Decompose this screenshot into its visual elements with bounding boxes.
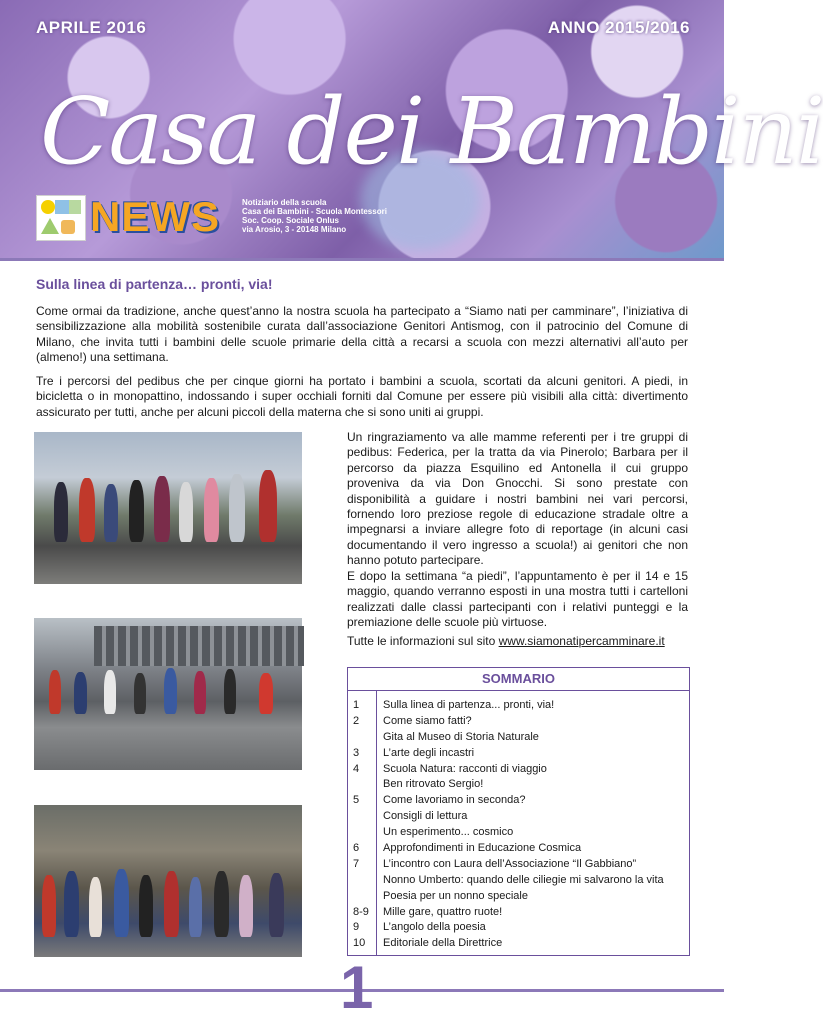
toc-row xyxy=(348,698,689,714)
toc-row xyxy=(348,809,689,825)
toc-entry: Nonno Umberto: quando delle ciliegie mi salvarono la vita xyxy=(383,873,664,886)
child-figure xyxy=(189,877,202,937)
article-paragraph: Un ringraziamento va alle mamme referenti per i tre gruppi di pedibus: Federica, per la tratta da via Pinerolo; Barbara per il percorso da piazza Esquilino ed Antonella il cui gruppo proveniva da via Don Gnocchi. Si sono prestate con disponibilità a guidare i nostri bambini nei vari percorsi, fornendo loro preziose regole di educazione stradale oltre a impegnarsi a inviare allegre foto di reportage (in alcuni casi documentando il vero ingresso a scuola!) ai genitori che non hanno potuto partecipare. xyxy=(347,430,688,568)
logo-rect-icon xyxy=(69,200,81,214)
child-figure xyxy=(229,474,245,542)
toc-page-number: 1 xyxy=(353,699,360,711)
school-logo xyxy=(36,195,86,241)
toc-page-number: 6 xyxy=(353,842,360,855)
toc-row xyxy=(348,793,689,809)
child-figure xyxy=(154,476,170,542)
toc-page-number: 4 xyxy=(353,762,360,775)
child-figure xyxy=(179,482,193,542)
toc-entry: Mille gare, quattro ruote! xyxy=(383,905,503,918)
toc-page-number: 2 xyxy=(353,714,360,727)
publisher-line: Casa dei Bambini - Scuola Montessori xyxy=(242,207,387,216)
stadium-structure xyxy=(94,626,304,666)
toc-title: SOMMARIO xyxy=(348,668,689,691)
info-text: Tutte le informazioni sul sito xyxy=(347,634,499,648)
logo-circle-icon xyxy=(41,200,55,214)
toc-page-number: 5 xyxy=(353,794,360,807)
stadium-photo xyxy=(34,618,302,770)
toc-row xyxy=(348,746,689,762)
website-link[interactable]: www.siamonatipercamminare.it xyxy=(498,634,665,648)
newsletter-title: Casa dei Bambini xyxy=(40,78,823,185)
toc-entry: Gita al Museo di Storia Naturale xyxy=(383,730,539,743)
publisher-line: Notiziario della scuola xyxy=(242,198,327,207)
child-figure xyxy=(114,869,129,937)
child-figure xyxy=(129,480,144,542)
pedibus-photo xyxy=(34,432,302,584)
child-figure xyxy=(164,668,177,714)
logo-block-icon xyxy=(61,220,75,234)
toc-row xyxy=(348,905,689,921)
child-figure xyxy=(224,669,236,714)
child-figure xyxy=(42,875,56,937)
toc-page-number: 8-9 xyxy=(353,905,369,918)
toc-page-number: 10 xyxy=(353,937,366,950)
masthead xyxy=(0,0,823,258)
child-figure xyxy=(239,875,253,937)
child-figure xyxy=(54,482,68,542)
child-figure xyxy=(204,478,219,542)
child-figure xyxy=(74,672,87,714)
child-figure xyxy=(214,871,229,937)
child-figure xyxy=(194,671,206,714)
child-figure xyxy=(259,673,273,714)
toc-row xyxy=(348,841,689,857)
child-figure xyxy=(269,873,284,937)
toc-entry: Come siamo fatti? xyxy=(383,714,472,727)
publisher-info xyxy=(242,198,387,234)
toc-row xyxy=(348,825,689,841)
article-heading: Sulla linea di partenza… pronti, via! xyxy=(36,276,273,292)
news-label: NEWS xyxy=(90,193,220,240)
child-figure xyxy=(164,871,179,937)
toc-entry: Un esperimento... cosmico xyxy=(383,826,514,839)
toc-page-number: 9 xyxy=(353,921,360,934)
school-year: ANNO 2015/2016 xyxy=(547,18,690,37)
table-of-contents xyxy=(347,667,690,956)
toc-entry: L’incontro con Laura dell’Associazione “Il Gabbiano” xyxy=(383,857,637,870)
toc-entry: Come lavoriamo in seconda? xyxy=(383,794,526,807)
article-paragraph: E dopo la settimana “a piedi”, l’appuntamento è per il 14 e 15 maggio, quando verranno esposti in una mostra tutti i cartelloni realizzati dalle classi partecipanti con i relativi punteggi e la premiazione delle scuole più virtuose. xyxy=(347,569,688,630)
toc-row xyxy=(348,936,689,952)
child-figure xyxy=(89,877,102,937)
child-figure xyxy=(79,478,95,542)
toc-row xyxy=(348,889,689,905)
article-paragraph xyxy=(347,634,688,649)
toc-row xyxy=(348,920,689,936)
toc-row xyxy=(348,777,689,793)
toc-row xyxy=(348,730,689,746)
toc-entry: Editoriale della Direttrice xyxy=(383,937,503,950)
logo-triangle-icon xyxy=(41,218,59,234)
child-figure xyxy=(104,484,118,542)
group-photo xyxy=(34,805,302,957)
toc-entry: L’arte degli incastri xyxy=(383,746,475,759)
child-figure xyxy=(64,871,79,937)
publisher-line: via Arosio, 3 - 20148 Milano xyxy=(242,225,347,234)
toc-entry: Approfondimenti in Educazione Cosmica xyxy=(383,842,582,855)
toc-entry: L’angolo della poesia xyxy=(383,921,486,934)
toc-entry: Scuola Natura: racconti di viaggio xyxy=(383,762,547,775)
child-figure xyxy=(259,470,277,542)
toc-entry: Consigli di lettura xyxy=(383,810,468,823)
toc-row xyxy=(348,873,689,889)
toc-entry: Sulla linea di partenza... pronti, via! xyxy=(383,699,555,711)
toc-row xyxy=(348,857,689,873)
page-number: 1 xyxy=(340,954,374,1021)
child-figure xyxy=(104,670,116,714)
child-figure xyxy=(139,875,153,937)
child-figure xyxy=(49,670,61,714)
toc-entry: Ben ritrovato Sergio! xyxy=(383,778,484,791)
article-paragraph: Come ormai da tradizione, anche quest’anno la nostra scuola ha partecipato a “Siamo nati per camminare”, l’iniziativa di sensibilizzazione alla mobilità sostenibile curata dall’associazione Genitori Antismog, con il patrocinio del Comune di Milano, che invita tutti i bambini delle scuole primarie della città a recarsi a scuola con mezzi alternativi all’auto per (almeno!) una settimana. xyxy=(36,304,688,365)
publisher-line: Soc. Coop. Sociale Onlus xyxy=(242,216,339,225)
toc-page-number: 3 xyxy=(353,746,360,759)
toc-list xyxy=(348,698,689,952)
toc-entry: Poesia per un nonno speciale xyxy=(383,889,528,902)
article-paragraph: Tre i percorsi del pedibus che per cinque giorni ha portato i bambini a scuola, scortati da alcuni genitori. A piedi, in bicicletta o in monopattino, indossando i super occhiali forniti dal Comune per essere più visibili alla città: divertimento assicurato per tutti, anche per alcuni piccoli della materna che si sono uniti ai gruppi. xyxy=(36,374,688,419)
toc-page-number: 7 xyxy=(353,857,360,870)
toc-row xyxy=(348,714,689,730)
child-figure xyxy=(134,673,146,714)
header-rule xyxy=(0,258,724,261)
toc-row xyxy=(348,762,689,778)
issue-date: APRILE 2016 xyxy=(36,18,147,37)
logo-square-icon xyxy=(55,200,69,214)
